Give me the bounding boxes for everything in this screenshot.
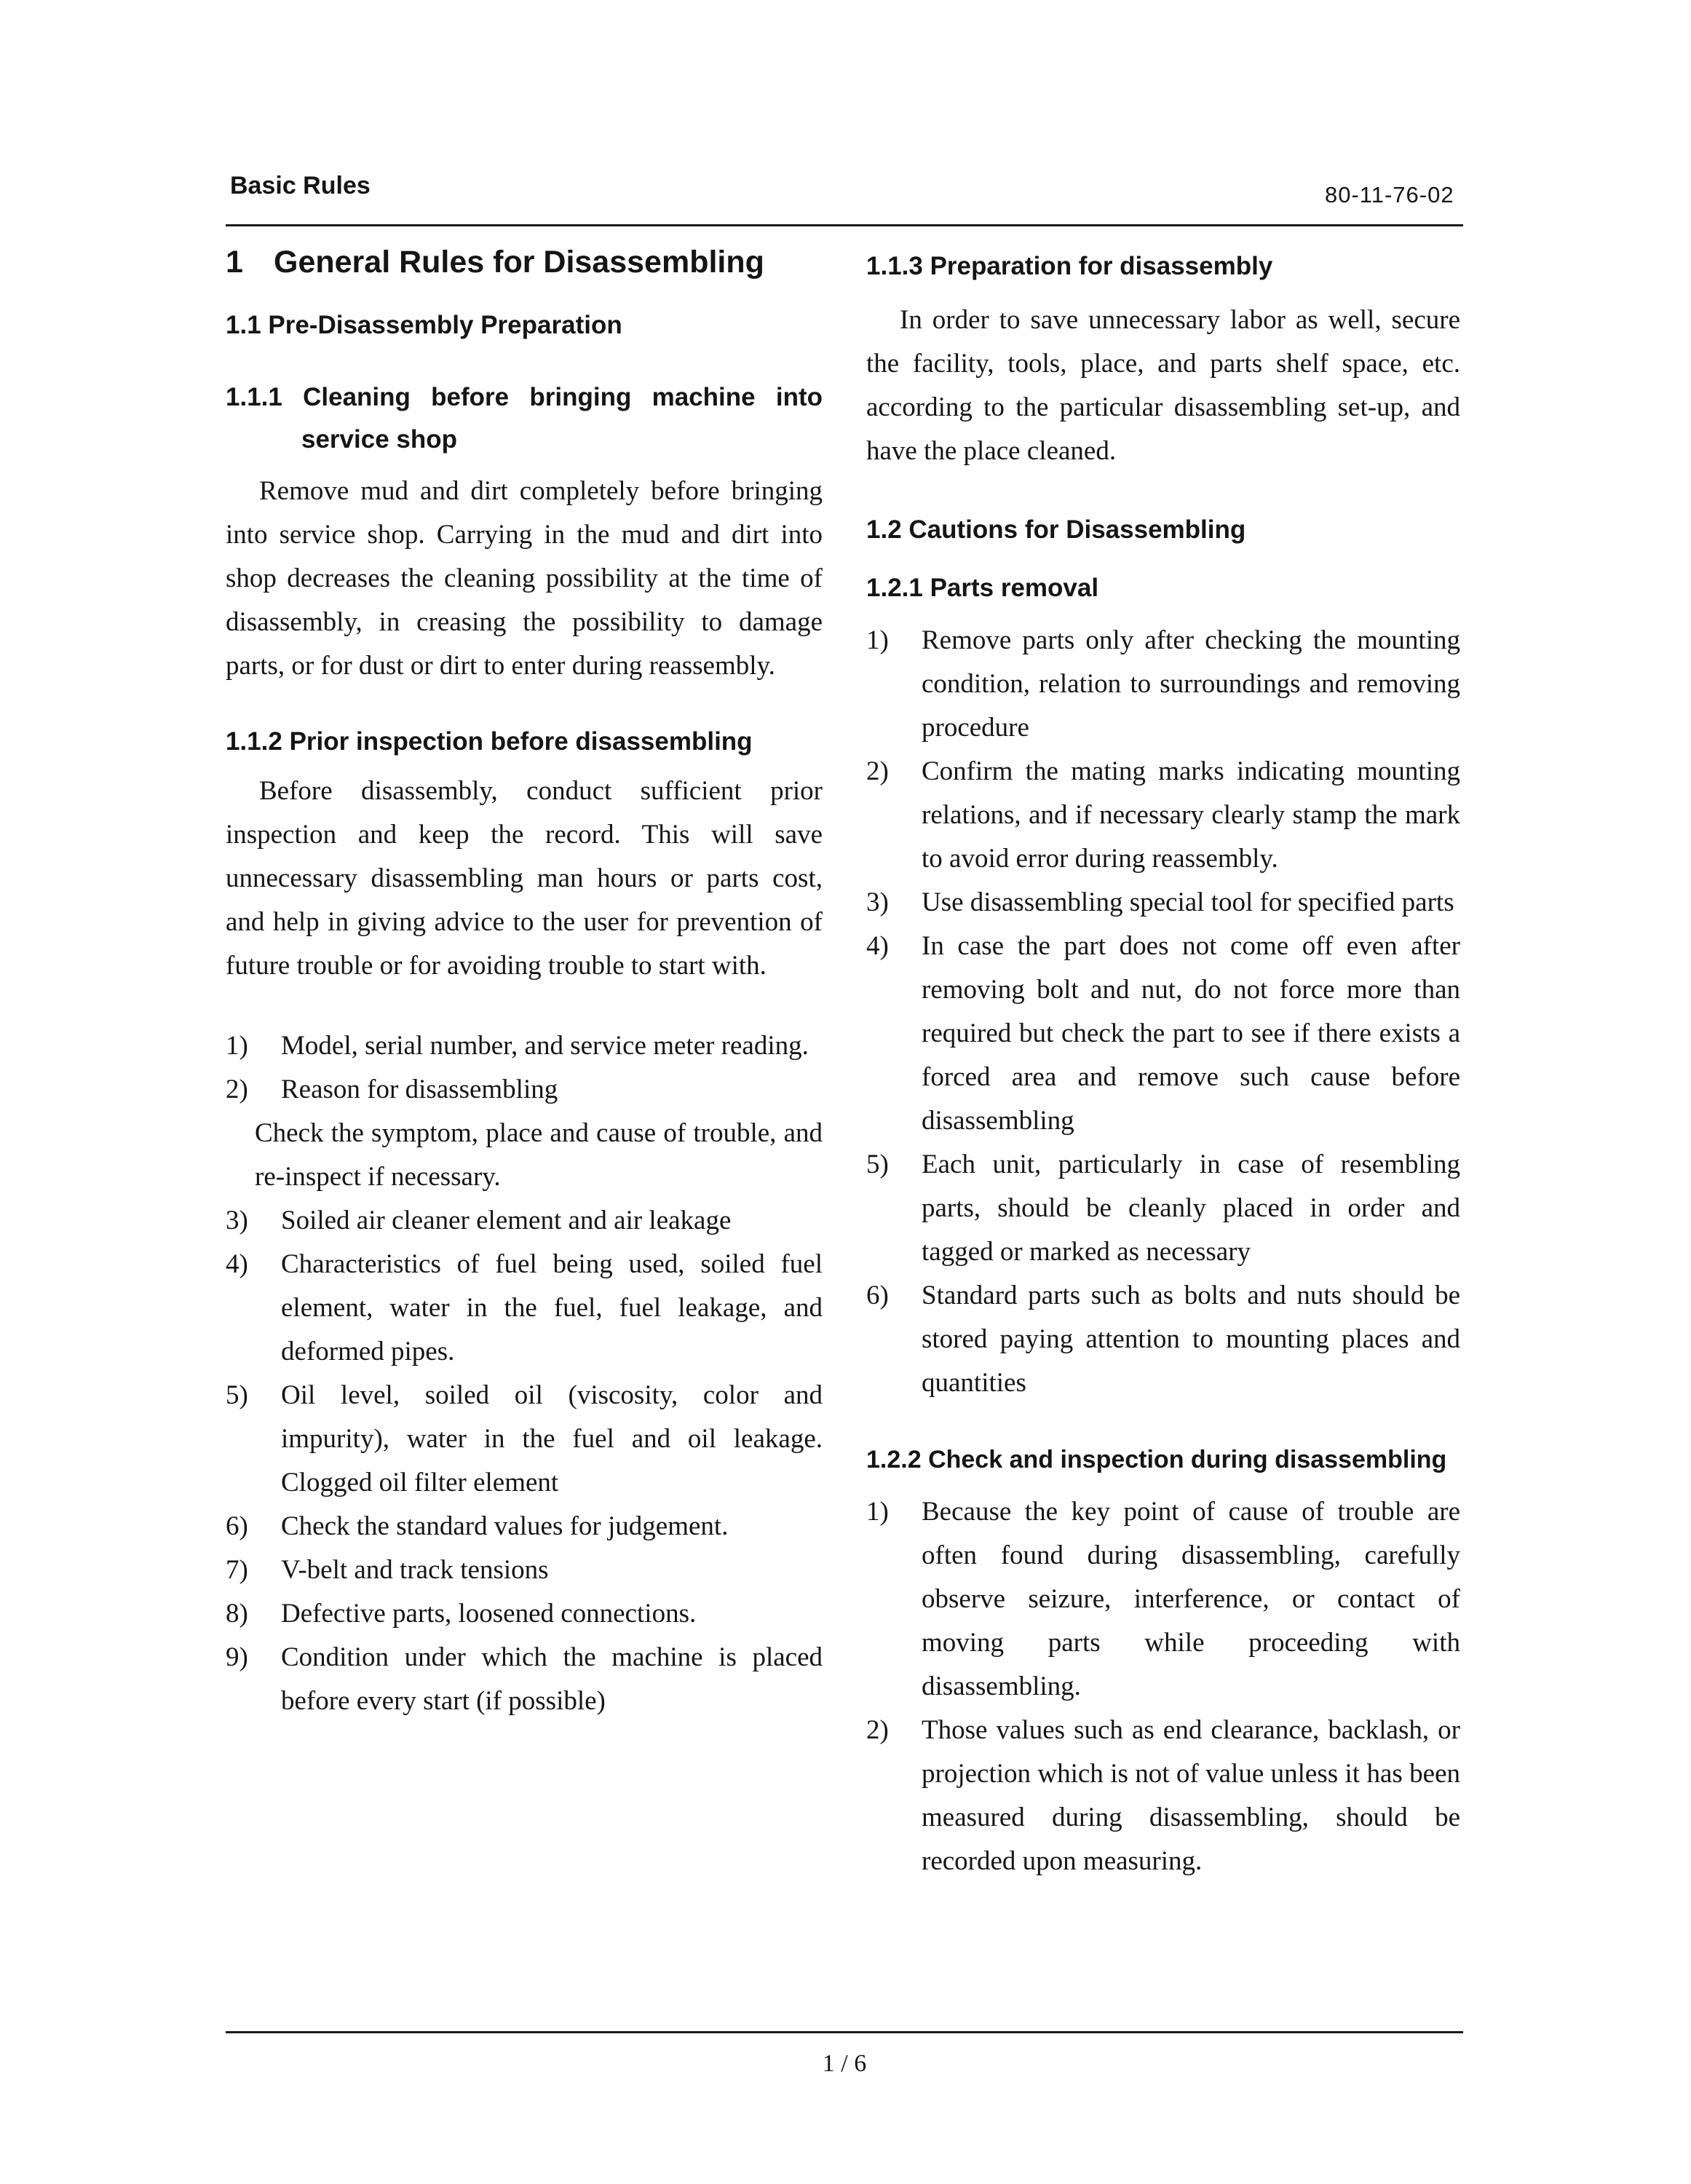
footer-rule	[226, 2031, 1463, 2033]
list-text: Oil level, soiled oil (viscosity, color and impurity), water in the fuel and oil leakage. Clogged oil filter element	[281, 1380, 823, 1497]
section-label: Basic Rules	[230, 172, 371, 199]
list-text: Because the key point of cause of trouble are often found during disassembling, carefully observe seizure, interference, or contact of moving parts while proceeding with disassembling.	[922, 1497, 1460, 1701]
heading-1-1-2: 1.1.2 Prior inspection before disassembling	[226, 727, 753, 756]
list-marker: 1)	[866, 1497, 889, 1527]
list-item	[226, 1374, 823, 1505]
list-text: Those values such as end clearance, backlash, or projection which is not of value unless it has been measured during disassembling, should be recorded upon measuring.	[922, 1715, 1460, 1876]
list-item	[226, 1505, 823, 1548]
left-column	[226, 240, 823, 1723]
heading-1-2: 1.2 Cautions for Disassembling	[866, 515, 1246, 544]
list-marker: 6)	[866, 1281, 889, 1310]
chapter-number: 1	[226, 245, 243, 280]
heading-1-1-3: 1.1.3 Preparation for disassembly	[866, 252, 1273, 280]
list-text: Use disassembling special tool for specified parts	[922, 887, 1454, 917]
inspection-list	[226, 1024, 823, 1723]
list-text: Defective parts, loosened connections.	[281, 1599, 697, 1629]
list-item	[866, 1274, 1460, 1405]
paragraph-cleaning: Remove mud and dirt completely before bringing into service shop. Carrying in the mud and dirt into shop decreases the cleaning possibility at the time of disassembly, in creasing the possibility to damage parts, or for dust or dirt to enter during reassembly.	[226, 476, 823, 681]
list-marker: 4)	[866, 931, 889, 961]
paragraph-prior-inspection: Before disassembly, conduct sufficient prior inspection and keep the record. This will save unnecessary disassembling man hours or parts cost, and help in giving advice to the user for prevention of future trouble or for avoiding trouble to start with.	[226, 776, 823, 981]
list-text: Reason for disassembling	[281, 1075, 558, 1104]
list-marker: 6)	[226, 1511, 248, 1541]
heading-1-2-1: 1.2.1 Parts removal	[866, 574, 1099, 602]
list-marker: 8)	[226, 1599, 248, 1629]
header-rule	[226, 224, 1463, 226]
list-item	[866, 1709, 1460, 1883]
list-marker: 5)	[226, 1380, 248, 1410]
list-marker: 1)	[866, 625, 889, 655]
list-text: Each unit, particularly in case of resembling parts, should be cleanly placed in order and tagged or marked as necessary	[922, 1150, 1460, 1267]
list-text: Condition under which the machine is placed before every start (if possible)	[281, 1642, 823, 1716]
list-item	[866, 619, 1460, 750]
list-marker: 2)	[866, 1715, 889, 1745]
list-marker: 2)	[866, 756, 889, 786]
list-item	[226, 1068, 823, 1112]
doc-number: 80-11-76-02	[1325, 182, 1454, 207]
list-marker: 3)	[866, 887, 889, 917]
heading-1-1-1-line1: 1.1.1 Cleaning before bringing machine into	[226, 383, 823, 411]
list-item	[226, 1548, 823, 1592]
list-text: Characteristics of fuel being used, soiled fuel element, water in the fuel, fuel leakage, and deformed pipes.	[281, 1249, 823, 1366]
list-text: Model, serial number, and service meter reading.	[281, 1031, 809, 1061]
list-text: Check the symptom, place and cause of trouble, and re-inspect if necessary.	[255, 1118, 823, 1192]
chapter-title	[226, 245, 823, 280]
page-number: 1 / 6	[822, 2050, 867, 2077]
list-marker: 2)	[226, 1075, 248, 1104]
list-item	[226, 1199, 823, 1243]
list-text: Soiled air cleaner element and air leakage	[281, 1206, 732, 1235]
list-text: Remove parts only after checking the mounting condition, relation to surroundings and removing procedure	[922, 625, 1460, 743]
list-item	[226, 1636, 823, 1723]
list-item	[226, 1112, 823, 1199]
list-text: Confirm the mating marks indicating mounting relations, and if necessary clearly stamp the mark to avoid error during reassembly.	[922, 756, 1460, 874]
heading-1-2-2: 1.2.2 Check and inspection during disassembling	[866, 1446, 1447, 1473]
list-marker: 7)	[226, 1555, 248, 1585]
parts-removal-list	[866, 619, 1460, 1405]
list-item	[866, 750, 1460, 881]
chapter-title-text: General Rules for Disassembling	[274, 245, 764, 280]
list-marker: 4)	[226, 1249, 248, 1279]
list-text: In case the part does not come off even after removing bolt and nut, do not force more than required but check the part to see if there exists a forced area and remove such cause before disassembling	[922, 931, 1460, 1136]
list-item	[866, 881, 1460, 925]
right-column	[866, 240, 1460, 1883]
list-marker: 5)	[866, 1150, 889, 1179]
list-text: Check the standard values for judgement.	[281, 1511, 729, 1541]
paragraph-preparation: In order to save unnecessary labor as well, secure the facility, tools, place, and parts shelf space, etc. according to the particular disassembling set-up, and have the place cleaned.	[866, 305, 1460, 466]
list-item	[866, 1143, 1460, 1274]
heading-1-1-1	[226, 376, 823, 461]
list-item	[866, 925, 1460, 1143]
list-item	[226, 1243, 823, 1374]
heading-1-1-1-line2: service shop	[301, 425, 457, 454]
list-text: V-belt and track tensions	[281, 1555, 549, 1585]
heading-1-1: 1.1 Pre-Disassembly Preparation	[226, 311, 622, 339]
list-marker: 9)	[226, 1642, 248, 1672]
list-item	[226, 1024, 823, 1068]
list-item	[226, 1592, 823, 1636]
list-text: Standard parts such as bolts and nuts should be stored paying attention to mounting places and quantities	[922, 1281, 1460, 1398]
list-item	[866, 1490, 1460, 1709]
list-marker: 1)	[226, 1031, 248, 1061]
check-inspection-list	[866, 1490, 1460, 1883]
list-marker: 3)	[226, 1206, 248, 1235]
